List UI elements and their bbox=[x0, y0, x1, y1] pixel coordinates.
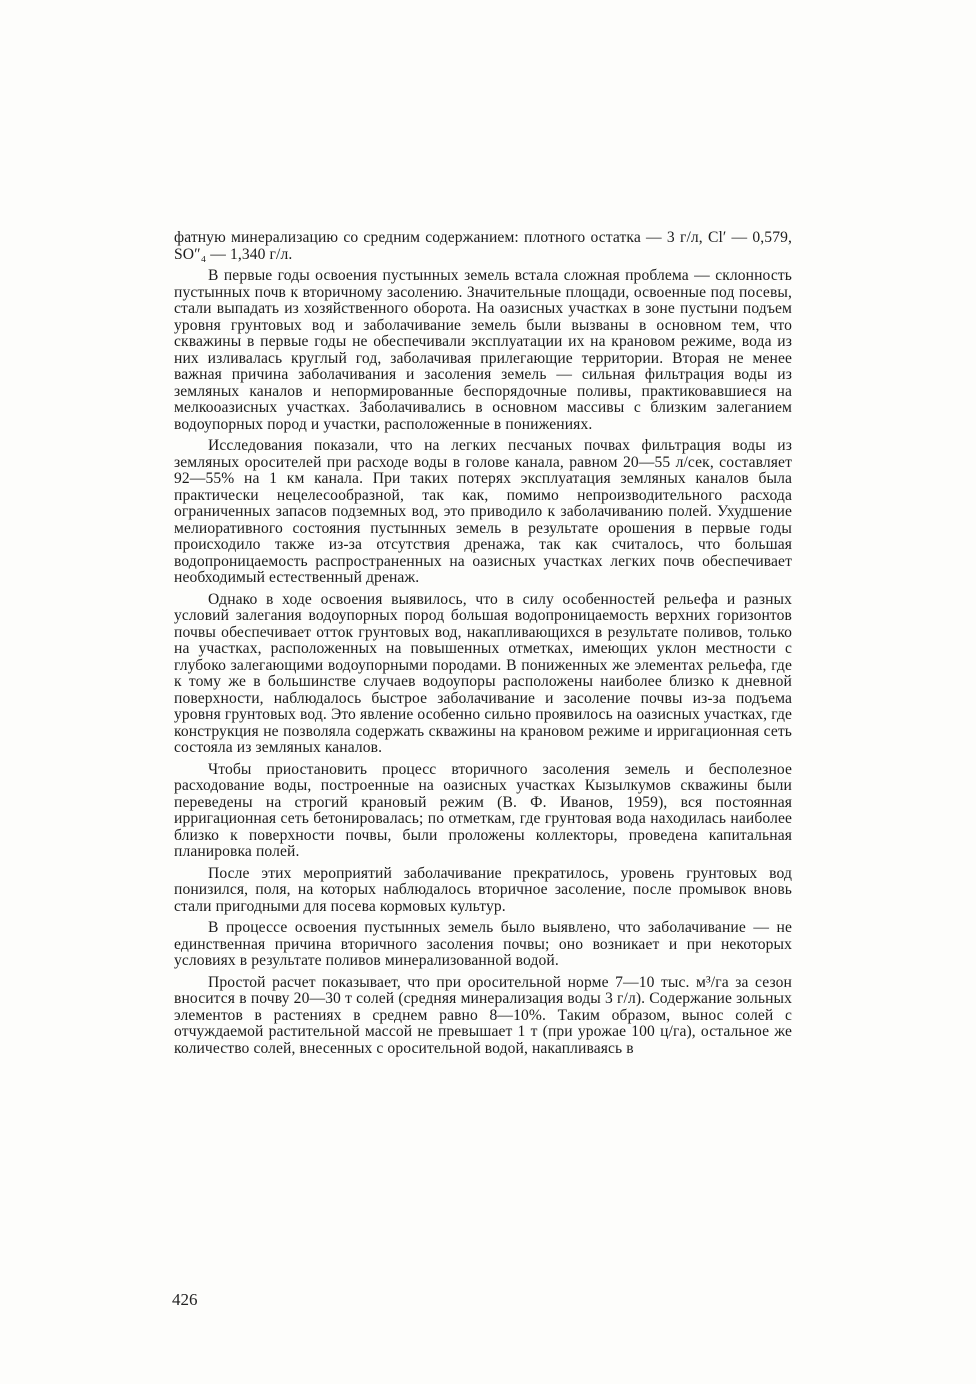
paragraph-7: В процессе освоения пустынных земель было выявлено, что заболачивание — не единственная причина вторичного засоления почвы; оно возникает и при некоторых условиях в результате поливов минерализованной водой. bbox=[174, 919, 792, 969]
page-number: 426 bbox=[172, 1290, 198, 1309]
paragraph-6: После этих мероприятий заболачивание прекратилось, уровень грунтовых вод понизился, поля, на которых наблюдалось вторичное засоление, после промывок вновь стали пригодными для посева кормовых культур. bbox=[174, 864, 792, 915]
paragraph-1: фатную минерализацию со средним содержанием: плотного остатка — 3 г/л, Cl′ — 0,579, SO″₄ — 1,340 г/л. bbox=[174, 229, 792, 263]
paragraph-2: В первые годы освоения пустынных земель встала сложная проблема — склонность пустынных почв к вторичному засолению. Значительные площади, освоенные под посевы, стали выпадать из хозяйственного оборота. На оазисных участках в зоне пустыни подъем уровня грунтовых вод и заболачивание земель были вызваны в основном тем, что скважины в первые годы не обеспечивали эксплуатации их на крановом режиме, вода из них изливалась круглый год, заболачивая прилегающие территории. Вторая не менее важная причина заболачивания и засоления земель — сильная фильтрация воды из земляных каналов и непормированные беспорядочные поливы, практиковавшиеся на мелкооазисных участках. Заболачивались в основном массивы с близким залеганием водоупорных пород и участки, расположенные в понижениях. bbox=[174, 267, 792, 433]
paragraph-5: Чтобы приостановить процесс вторичного засоления земель и бесполезное расходование воды, построенные на оазисных участках Кызылкумов скважины были переведены на строгий крановый режим (В. Ф. Иванов, 1959), вся постоянная ирригационная сеть бетонировалась; по отметкам, где грунтовая вода находилась наиболее близко к поверхности почвы, были проложены коллекторы, проведена капитальная планировка полей. bbox=[174, 760, 792, 860]
paragraph-8: Простой расчет показывает, что при оросительной норме 7—10 тыс. м³/га за сезон вносится в почву 20—30 т солей (средняя минерализация воды 3 г/л). Содержание зольных элементов в растениях в среднем равно 8—10%. Таким образом, вынос солей с отчуждаемой растительной массой не превышает 1 т (при урожае 100 ц/га), остальное же количество солей, внесенных с оросительной водой, накапливаясь в bbox=[174, 973, 792, 1057]
body-text bbox=[174, 230, 792, 1062]
paragraph-4: Однако в ходе освоения выявилось, что в силу особенностей рельефа и разных условий залегания водоупорных пород большая водопроницаемость верхних горизонтов почвы обеспечивает отток грунтовых вод, накапливающихся в результате поливов, только на участках, расположенных на повышенных отметках, имеющих уклон местности с глубоко залегающими водоупорными породами. В пониженных же элементах рельефа, где к тому же в большинстве случаев водоупоры расположены наиболее близко к дневной поверхности, наблюдалось быстрое заболачивание и засоление почвы из-за подъема уровня грунтовых вод. Это явление особенно сильно проявилось на оазисных участках, где конструкция не позволяла содержать скважины на крановом режиме и ирригационная сеть состояла из земляных каналов. bbox=[174, 590, 792, 756]
paragraph-3: Исследования показали, что на легких песчаных почвах фильтрация воды из земляных оросителей при расходе воды в голове канала, равном 20—55 л/сек, составляет 92—55% на 1 км канала. При таких потерях эксплуатация земляных каналов была практически нецелесообразной, так как, помимо непроизводительного расхода ограниченных запасов подземных вод, это приводило к заболачиванию полей. Ухудшение мелиоративного состояния пустынных земель в результате орошения в первые годы происходило также из-за отсутствия дренажа, так как считалось, что большая водопроницаемость распространенных на оазисных участках легких почв обеспечивает необходимый естественный дренаж. bbox=[174, 437, 792, 586]
